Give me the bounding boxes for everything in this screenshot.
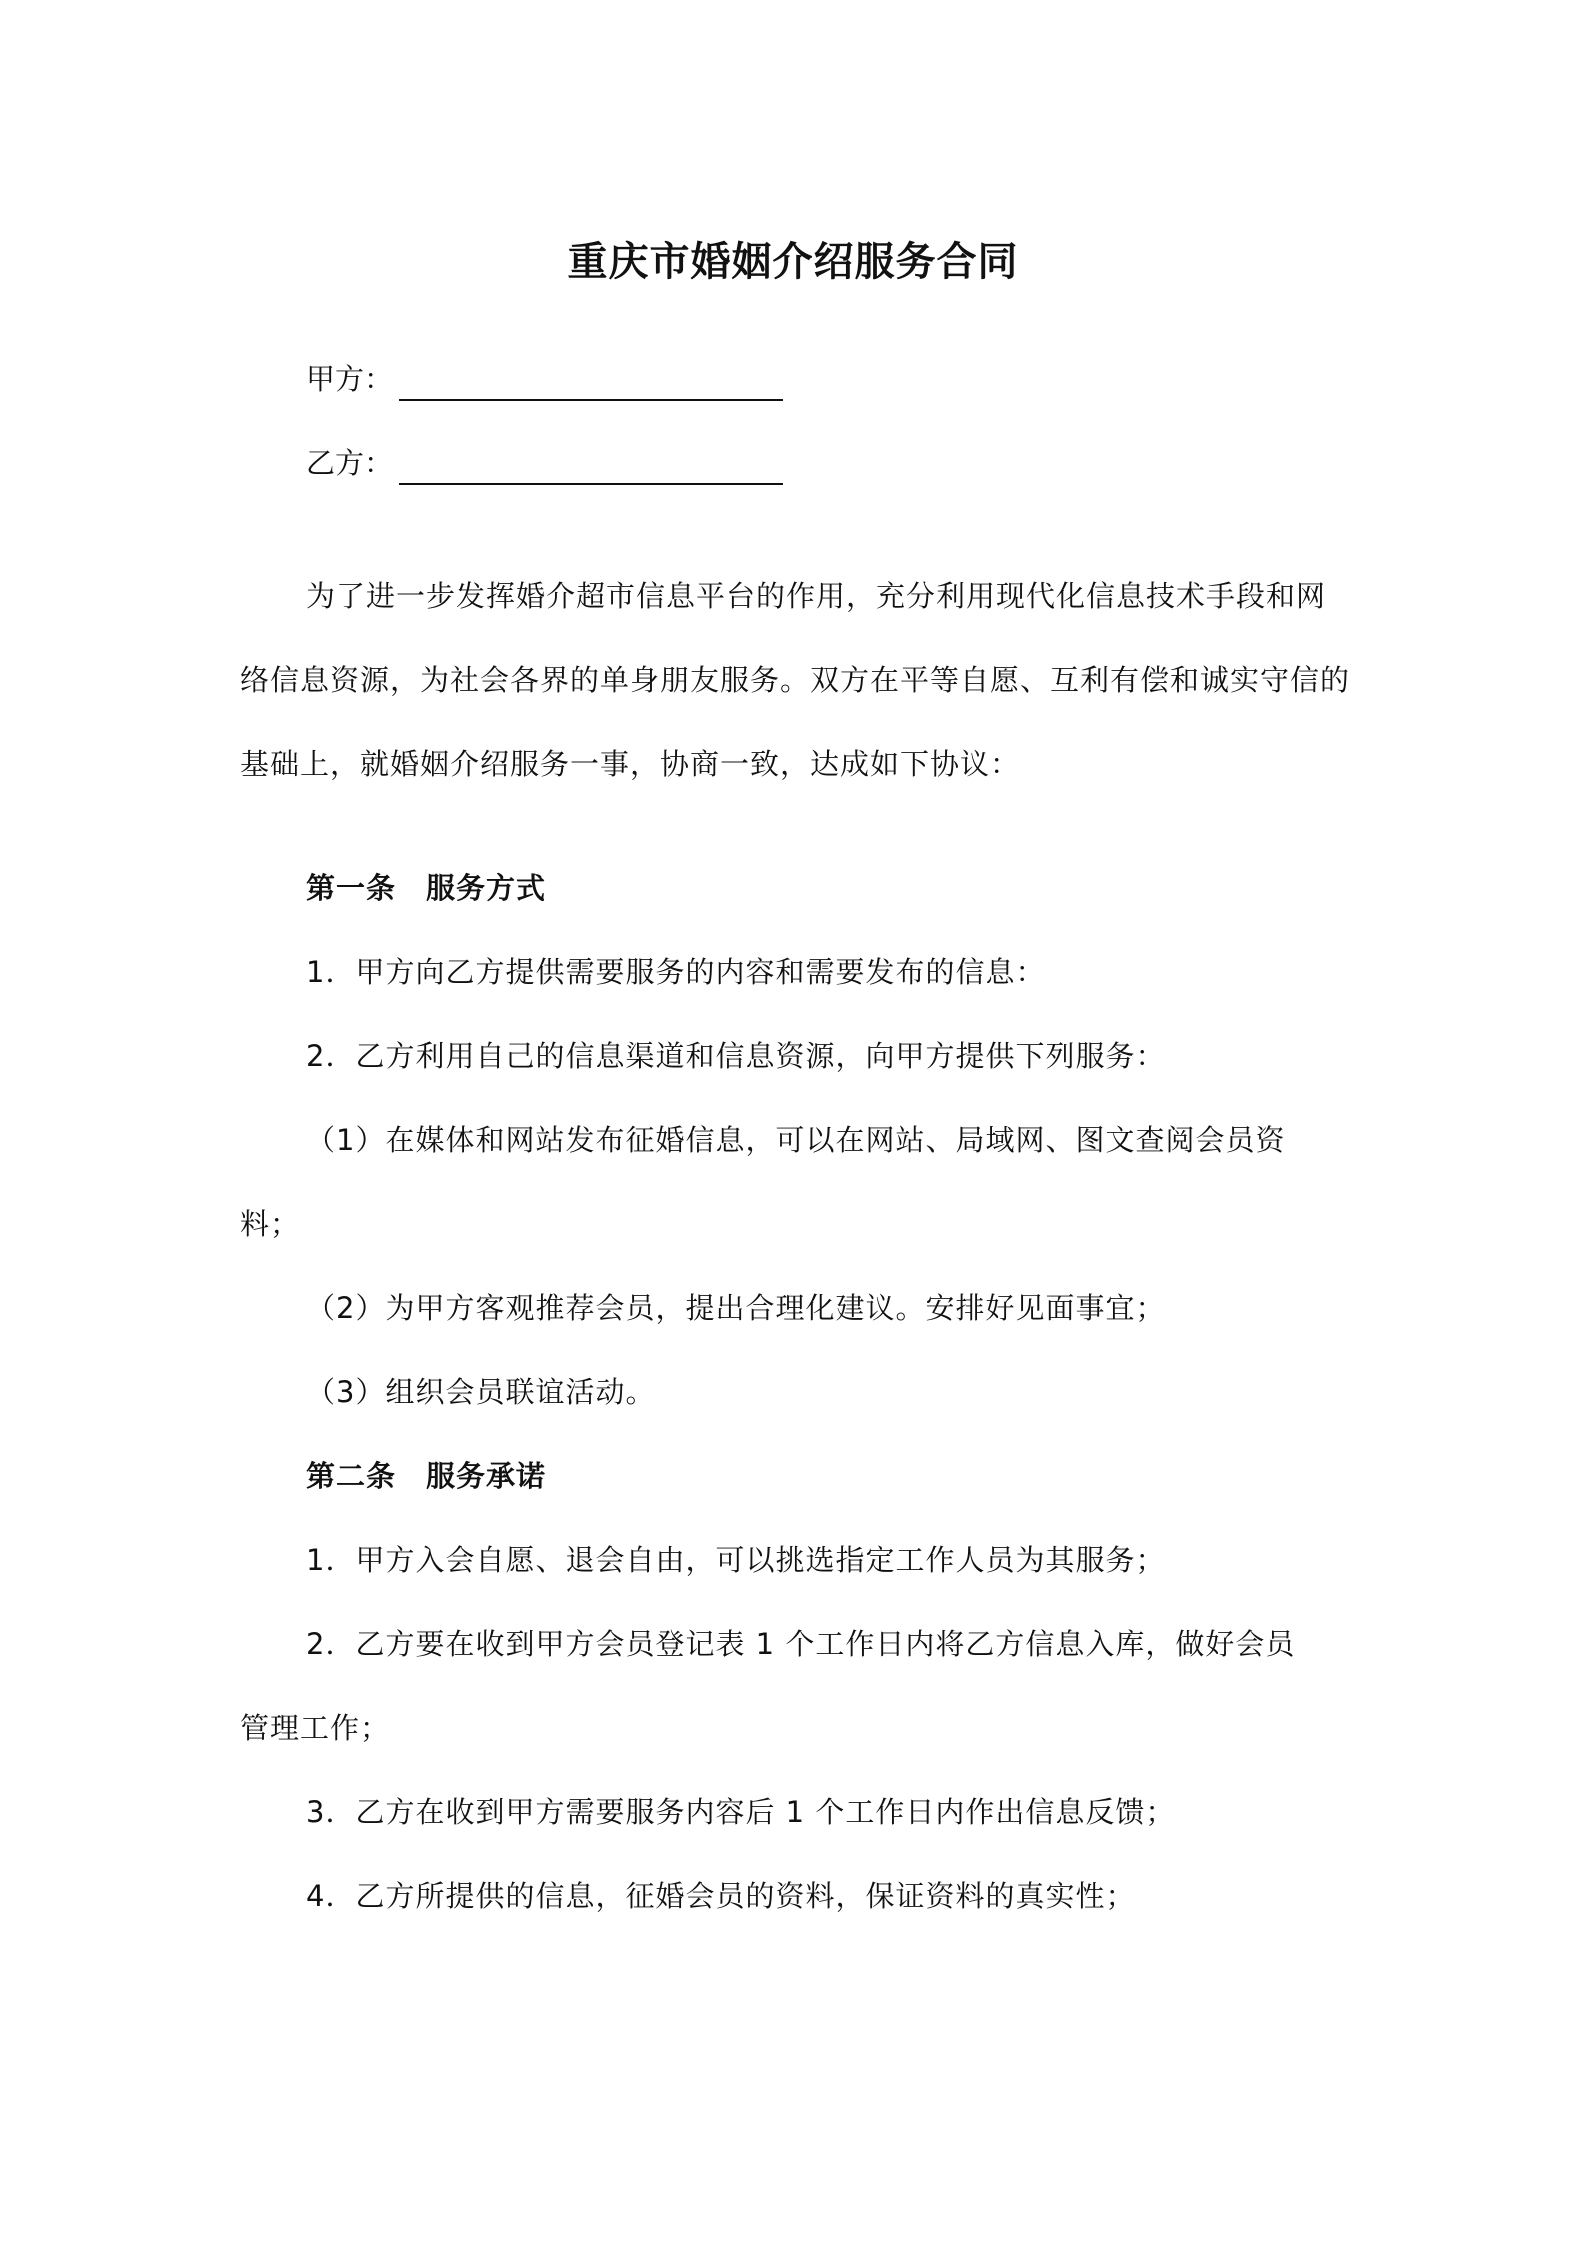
article1-sub3: （3）组织会员联谊活动。 <box>306 1375 656 1409</box>
article1-title: 服务方式 <box>426 871 547 905</box>
article2-item-2-line2: 管理工作； <box>240 1711 391 1745</box>
article2-title: 服务承诺 <box>426 1459 547 1493</box>
article2-item-1: 1．甲方入会自愿、退会自由，可以挑选指定工作人员为其服务； <box>306 1543 1166 1577</box>
article2-heading <box>306 1454 546 1498</box>
party-a-label: 甲方： <box>306 362 394 396</box>
article2-item-2-line1: 2．乙方要在收到甲方会员登记表 1 个工作日内将乙方信息入库，做好会员 <box>306 1627 1296 1661</box>
intro-paragraph: 为了进一步发挥婚介超市信息平台的作用，充分利用现代化信息技术手段和网络信息资源，为社会各界的单身朋友服务。双方在平等自愿、互利有偿和诚实守信的基础上，就婚姻介绍服务一事，协商一致，达成如下协议： <box>240 579 1351 781</box>
article1-heading <box>306 866 546 910</box>
article1-item-1: 1．甲方向乙方提供需要服务的内容和需要发布的信息： <box>306 955 1046 989</box>
article2-number: 第二条 <box>306 1459 397 1493</box>
document-title: 重庆市婚姻介绍服务合同 <box>567 239 1019 285</box>
article1-number: 第一条 <box>306 871 397 905</box>
party-a-blank-line <box>399 369 783 401</box>
article2-item-4: 4．乙方所提供的信息，征婚会员的资料，保证资料的真实性； <box>306 1879 1136 1913</box>
article1-sub1-line1: （1）在媒体和网站发布征婚信息，可以在网站、局域网、图文查阅会员资 <box>306 1123 1286 1157</box>
article1-sub2: （2）为甲方客观推荐会员，提出合理化建议。安排好见面事宜； <box>306 1291 1166 1325</box>
party-a-row <box>306 357 783 401</box>
article2-item-3: 3．乙方在收到甲方需要服务内容后 1 个工作日内作出信息反馈； <box>306 1795 1176 1829</box>
party-b-blank-line <box>399 453 783 485</box>
article1-sub1-line2: 料； <box>240 1207 301 1241</box>
party-b-label: 乙方： <box>306 446 394 480</box>
party-b-row <box>306 441 783 485</box>
article1-item-2: 2．乙方利用自己的信息渠道和信息资源，向甲方提供下列服务： <box>306 1039 1166 1073</box>
